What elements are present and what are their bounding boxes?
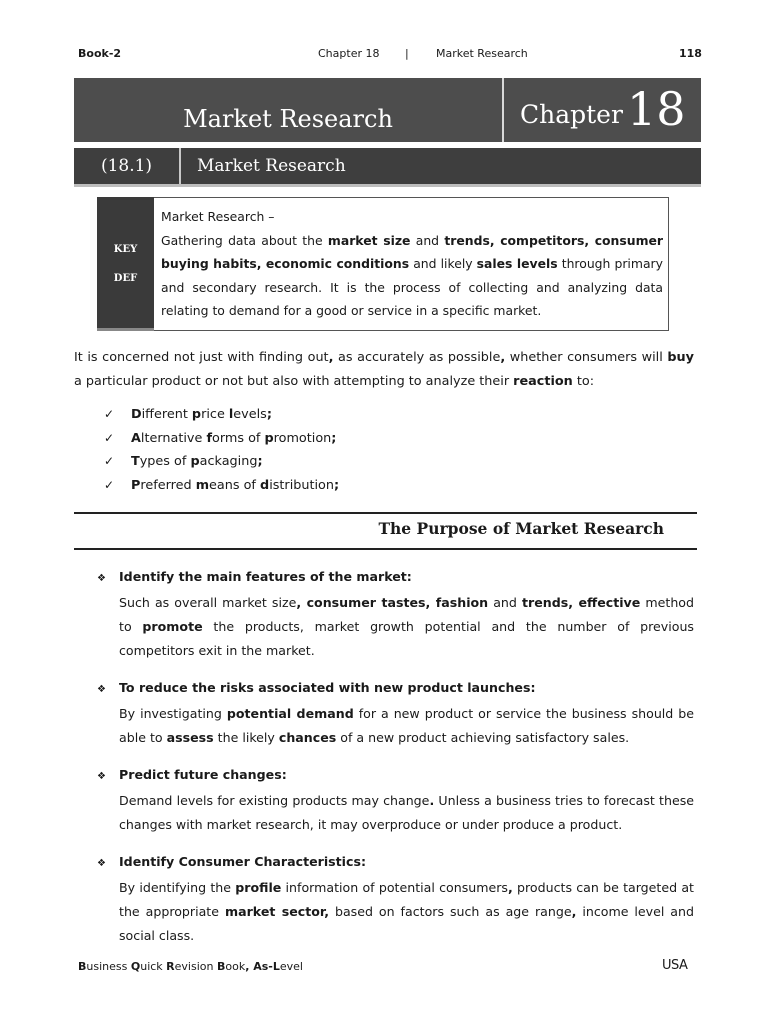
intro-run: a particular product or not but also with attempting to analyze their [74,374,514,389]
purpose-item-heading [97,763,694,789]
definition-run: and [410,232,445,248]
banner-chapter-word: Chapter [520,100,623,129]
purpose-body-run: profile [235,880,282,895]
purpose-body-run: information of potential consumers [281,880,508,895]
diamond-bullet-icon: ❖ [97,858,106,869]
key-def-label-bottom: DEF [113,273,138,284]
definition-run: sales levels [476,256,558,271]
checklist-item [104,403,339,427]
purpose-body-run: , [296,595,302,610]
check-icon: ✓ [104,454,115,468]
checklist-run: ypes of [139,454,191,469]
purpose-body-run: the products, market growth potential and the number of previous competitors exit in the market. [119,619,694,658]
checklist-run: romotion [273,430,332,446]
checklist-item [104,450,339,474]
purpose-body-run: for a new product or service the business should be able to [119,706,695,745]
checklist-run: D [131,407,142,422]
purpose-body-run: promote [142,619,203,634]
intro-run: , [500,350,506,365]
checklist-run: p [264,430,274,446]
reaction-checklist [104,403,339,497]
intro-run: buy [667,350,694,365]
purpose-body-run: the likely [213,730,279,745]
footer-run: usiness [86,960,131,973]
purpose-body-run: consumer tastes, fashion [301,595,489,610]
checklist-run: ; [266,407,272,422]
purpose-item-heading-text: To reduce the risks associated with new product launches: [119,680,536,695]
checklist-run: evels [233,407,267,422]
diamond-bullet-icon: ❖ [97,684,106,695]
purpose-body-run: method to [119,595,694,634]
heading-rule-bottom [74,548,697,550]
checklist-run: istribution [269,477,334,493]
checklist-run: eans of [209,477,261,493]
intro-run: to: [572,374,595,389]
purpose-body-run: , [571,904,577,919]
purpose-item-heading-text: Identify the main features of the market: [119,569,412,584]
purpose-body-run: chances [278,730,337,745]
purpose-heading: The Purpose of Market Research [378,519,664,538]
heading-rule-top [74,512,697,514]
intro-run: whether consumers will [505,350,668,365]
banner-chapter [504,78,701,142]
purpose-item-heading-text: Identify Consumer Characteristics: [119,854,366,869]
checklist-run: ; [334,477,340,493]
intro-run: It is concerned not just with finding out [74,350,329,365]
definition-run: market size [327,232,411,248]
intro-run: , [328,350,334,365]
key-def-sidebar [97,197,154,331]
footer-run: Q [130,960,141,973]
purpose-body-run: , [508,880,513,895]
footer-book-title [78,960,303,973]
checklist-run: m [195,477,210,493]
checklist-run: f [206,430,213,446]
purpose-body-run: assess [166,730,214,745]
definition-run: through primary and secondary research. It is the process of collecting and analyzing data relating to demand for a good or service in a specific market. [161,256,663,318]
checklist-item [104,427,339,451]
footer-run: evision [174,960,217,973]
footer-run: B [78,960,87,973]
purpose-body-run: . [429,793,435,808]
purpose-body-run: By identifying the [119,880,236,895]
key-def-text [161,205,663,323]
checklist-run: ; [331,430,337,446]
checklist-run: p [191,407,202,422]
purpose-item-body [119,876,694,948]
purpose-body-run: products can be targeted at the appropriate [119,880,694,919]
header-chapter: Chapter 18 [318,47,380,60]
purpose-body-run: market sector, [224,904,330,919]
section-divider [179,148,181,184]
key-def-definition [161,233,663,319]
check-icon: ✓ [104,407,115,421]
checklist-run: A [131,430,141,446]
key-def-sidebar-edge [97,328,154,331]
intro-run: reaction [513,374,573,389]
checklist-run: rice [201,407,229,422]
header-book: Book-2 [78,47,122,60]
footer-run: evel [279,960,303,973]
checklist-run: orms of [212,430,265,446]
checklist-run: p [190,454,200,469]
purpose-body-run: Unless a business tries to forecast these changes with market research, it may overproduce or under produce a product. [119,793,694,832]
checklist-run: ifferent [141,407,192,422]
section-number: (18.1) [100,156,153,176]
purpose-item-body [119,702,694,750]
banner-title: Market Research [183,105,393,133]
purpose-body-run: and [488,595,522,610]
checklist-run: d [260,477,270,493]
definition-run: Gathering data about the [161,232,328,248]
checklist-run: ; [257,454,263,469]
banner-chapter-number: 18 [627,82,686,136]
key-def-term: Market Research – [161,209,275,224]
section-shadow [74,184,701,187]
purpose-body-run: Such as overall market size [119,595,297,610]
intro-paragraph [74,346,694,394]
checklist-item [104,474,339,498]
header-separator: | [405,47,409,60]
purpose-body-run: By investigating [119,706,227,721]
check-icon: ✓ [104,430,115,445]
purpose-item-body [119,591,694,663]
checklist-run: referred [140,477,196,493]
purpose-item [97,763,694,837]
footer-run: , As-L [245,960,280,973]
purpose-item-heading [97,565,694,591]
checklist-run: l [228,407,234,422]
purpose-body-run: income level and social class. [119,904,695,943]
purpose-body-run: trends, effective [521,595,641,610]
purpose-item-heading-text: Predict future changes: [119,767,287,782]
purpose-item-heading [97,850,694,876]
purpose-body-run: Demand levels for existing products may change [119,793,430,808]
footer-run: R [166,960,175,973]
footer-run: B [216,960,226,973]
check-icon: ✓ [104,477,115,492]
purpose-item [97,565,694,663]
purpose-body-run: potential demand [226,706,354,721]
diamond-bullet-icon: ❖ [97,573,106,584]
checklist-run: T [131,454,140,469]
footer-run: uick [140,960,167,973]
checklist-run: P [131,477,141,493]
purpose-item-body [119,789,694,837]
definition-run: and likely [409,256,477,271]
purpose-item-heading [97,676,694,702]
intro-run: as accurately as possible [333,350,501,365]
key-def-label-top: KEY [113,244,138,255]
publisher-logo: USA [662,958,688,973]
header-topic: Market Research [436,47,528,60]
diamond-bullet-icon: ❖ [97,771,106,782]
checklist-run: ackaging [199,454,258,469]
purpose-body-run: based on factors such as age range [329,904,572,919]
section-title: Market Research [197,156,346,176]
definition-run: trends, competitors, consumer buying habits, economic conditions [161,232,663,271]
checklist-run: lternative [140,430,207,446]
footer-run: ook [225,960,246,973]
header-page-number: 118 [679,47,702,60]
purpose-item [97,676,694,750]
purpose-body-run: of a new product achieving satisfactory sales. [336,730,630,745]
purpose-item [97,850,694,948]
